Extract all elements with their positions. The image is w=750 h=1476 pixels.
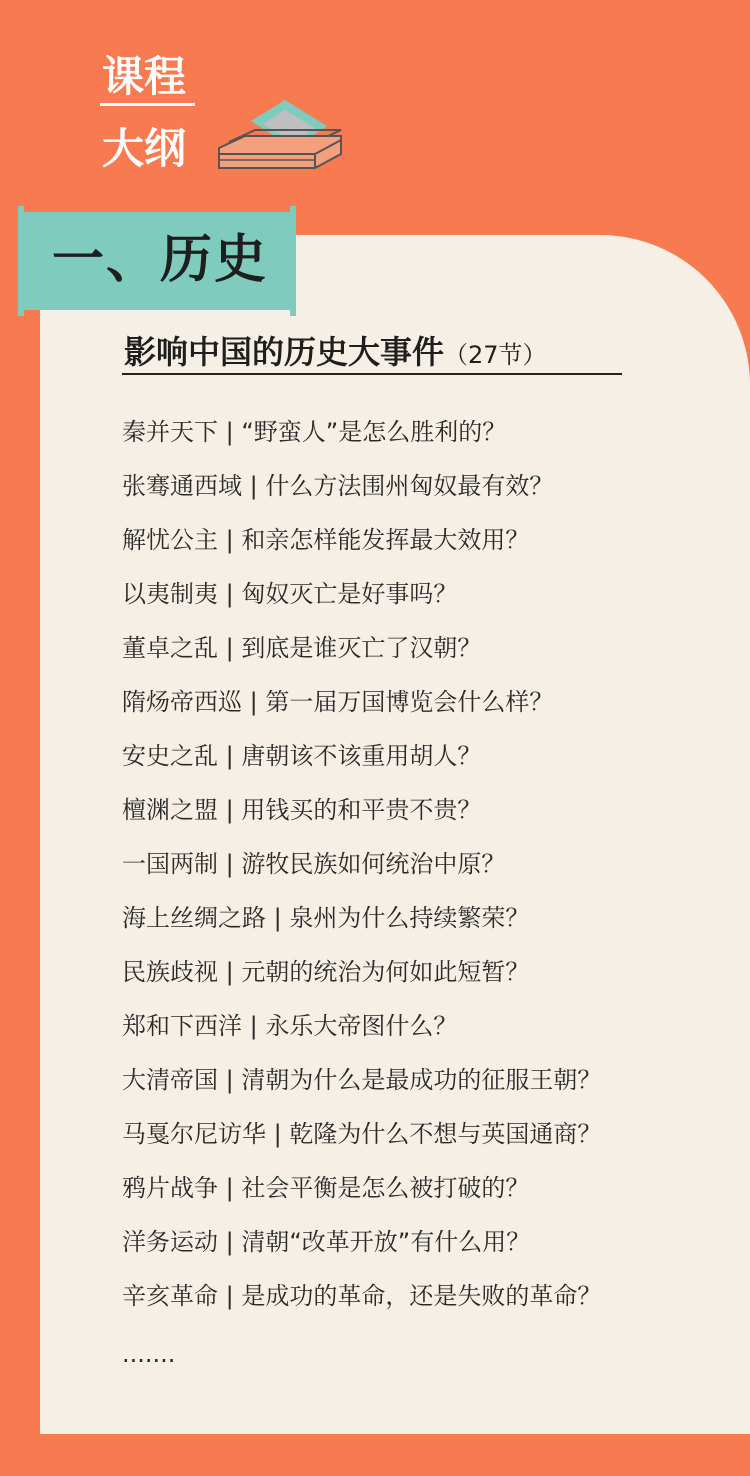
lesson-item: 隋炀帝西巡 | 第一届万国博览会什么样？ [122,688,554,716]
lesson-item: 一国两制 | 游牧民族如何统治中原？ [122,850,506,878]
lesson-item: 以夷制夷 | 匈奴灭亡是好事吗？ [122,580,458,608]
lesson-item: 民族歧视 | 元朝的统治为何如此短暂？ [122,958,530,986]
section-title: 一、历史 [52,230,269,290]
lesson-item: 秦并天下 | “野蛮人”是怎么胜利的？ [122,418,507,446]
subheading-text: 影响中国的历史大事件 [124,333,445,371]
subheading [124,333,547,371]
lesson-item: 辛亥革命 | 是成功的革命，还是失败的革命？ [122,1282,602,1310]
subheading-rule [122,373,622,375]
lesson-count: （27节） [444,341,547,369]
lesson-item: 安史之乱 | 唐朝该不该重用胡人？ [122,742,482,770]
title-underline [100,103,195,106]
lesson-item: 檀渊之盟 | 用钱买的和平贵不贵？ [122,796,482,824]
lesson-item: 海上丝绸之路 | 泉州为什么持续繁荣？ [122,904,530,932]
lesson-item: 马戛尔尼访华 | 乾隆为什么不想与英国通商？ [122,1120,602,1148]
lesson-item: 解忧公主 | 和亲怎样能发挥最大效用？ [122,526,530,554]
header-title-line2: 大纲 [102,124,187,173]
lesson-item: 张骞通西域 | 什么方法围州匈奴最有效？ [122,472,554,500]
lesson-item: 洋务运动 | 清朝“改革开放”有什么用？ [122,1228,531,1256]
lesson-list [122,418,601,1336]
book-icon [215,96,345,171]
lesson-item: 大清帝国 | 清朝为什么是最成功的征服王朝？ [122,1066,602,1094]
lesson-item: 董卓之乱 | 到底是谁灭亡了汉朝？ [122,634,482,662]
more-ellipsis: ....... [122,1340,176,1368]
lesson-item: 郑和下西洋 | 永乐大帝图什么？ [122,1012,458,1040]
header-title-line1: 课程 [102,52,187,101]
lesson-item: 鸦片战争 | 社会平衡是怎么被打破的？ [122,1174,530,1202]
